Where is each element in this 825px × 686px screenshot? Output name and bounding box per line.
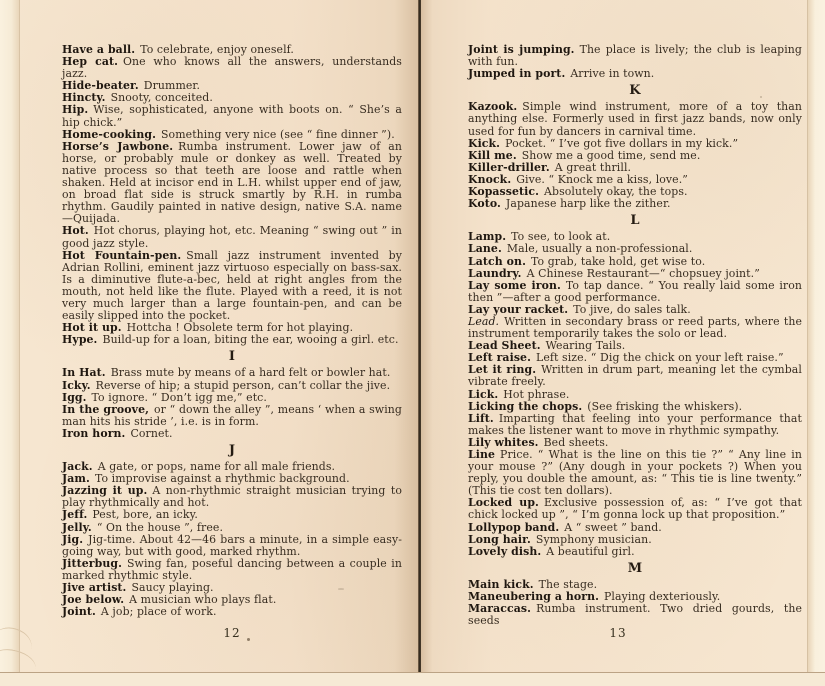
page-number-left: 12: [223, 626, 241, 640]
section-heading-j: J: [228, 443, 236, 458]
entry-term: Maraccas.: [468, 602, 532, 616]
entry-term: Jitterbug.: [62, 556, 122, 570]
entry-definition: To grab, take hold, get wise to.: [530, 254, 706, 268]
entry-definition: Absolutely okay, the tops.: [544, 185, 688, 199]
glossary-entry: [468, 449, 802, 497]
entry-definition: Pest, bore, an icky.: [92, 508, 198, 522]
page-right-text: [468, 44, 802, 627]
glossary-entry: [468, 546, 802, 558]
page-right: [421, 0, 807, 672]
entry-definition: Drummer.: [143, 79, 201, 93]
entry-definition: Small jazz instrument invented by Adrian Rollini, eminent jazz virtuoso especially on bass-sax. Is a diminutive flute-a-bec, held at right angles from the mouth, not held like the flute. Played with a reed, it is not very much larger than a large fountain-pen, and can be easily slipped into the pocket.: [62, 248, 402, 323]
entry-term: Knock.: [468, 172, 512, 186]
page-stack-edge-bottom: [0, 672, 825, 686]
entry-term: Lead Sheet.: [468, 339, 541, 353]
entry-definition: Playing dexteriously.: [604, 590, 721, 604]
entry-definition: To ignore. “ Don’t igg me,” etc.: [91, 390, 267, 404]
entry-term: Lane.: [468, 242, 502, 256]
entry-definition: One who knows all the answers, understands jazz.: [62, 55, 402, 81]
entry-term: In Hat.: [62, 366, 106, 380]
glossary-entry: [468, 534, 802, 546]
entry-definition: Simple wind instrument, more of a toy than anything else. Formerly used in first jazz bands, now only used for fun by dancers in carnival time.: [468, 100, 802, 138]
entry-term: Jumped in port.: [468, 67, 566, 81]
entry-term: Lovely dish.: [468, 544, 542, 558]
entry-term: Jack.: [62, 460, 93, 474]
glossary-entry: [62, 104, 402, 128]
glossary-entry: [62, 334, 402, 346]
entry-term: Licking the chops.: [468, 399, 583, 413]
entry-definition: or “ down the alley ”, means ‘ when a swing man hits his stride ’, i.e. is in form.: [62, 402, 402, 428]
entry-definition: To tap dance. “ You really laid some iron then ”—after a good performance.: [468, 278, 802, 304]
glossary-entry: [62, 56, 402, 80]
glossary-entry: [468, 603, 802, 627]
entry-definition: To see, to look at.: [511, 230, 611, 244]
glossary-entry: [468, 280, 802, 304]
entry-definition: Snooty, conceited.: [110, 91, 213, 105]
entry-definition: Brass mute by means of a hard felt or bowler hat.: [110, 366, 391, 380]
entry-term: Hot it up.: [62, 321, 122, 335]
entry-definition: Japanese harp like the zither.: [505, 197, 671, 211]
page-stack-edge-left: [0, 0, 20, 672]
entry-definition: To jive, do sales talk.: [573, 302, 691, 316]
entry-definition: A great thrill.: [554, 160, 632, 174]
glossary-entry: [62, 250, 402, 323]
ink-speck: [760, 96, 762, 98]
entry-definition: Give. “ Knock me a kiss, love.”: [516, 172, 688, 186]
entry-term: Lick.: [468, 387, 499, 401]
entry-definition: Arrive in town.: [570, 67, 655, 81]
entry-definition: A job; place of work.: [100, 605, 217, 619]
entry-term: Hincty.: [62, 91, 106, 105]
entry-term: Left raise.: [468, 351, 531, 365]
entry-definition: (See frisking the whiskers).: [587, 399, 743, 413]
entry-definition: Reverse of hip; a stupid person, can’t collar the jive.: [95, 378, 391, 392]
glossary-entry: [468, 198, 802, 210]
glossary-entry: [468, 44, 802, 68]
entry-definition: A non-rhythmic straight musician trying to play rhythmically and hot.: [62, 484, 402, 510]
entry-definition: A musician who plays flat.: [129, 593, 277, 607]
entry-term: Igg.: [62, 390, 87, 404]
glossary-entry: [468, 497, 802, 521]
entry-definition: Imparting that feeling into your performance that makes the listener want to move in rhythmic sympathy.: [468, 411, 802, 437]
entry-term: Jive artist.: [62, 581, 127, 595]
ink-speck: [247, 638, 250, 641]
entry-term: Hot.: [62, 224, 89, 238]
glossary-entry: [62, 404, 402, 428]
entry-definition: To celebrate, enjoy oneself.: [140, 43, 294, 56]
entry-term: Lead.: [468, 314, 500, 328]
glossary-entry: [62, 534, 402, 558]
entry-definition: A Chinese Restaurant—“ chopsuey joint.”: [526, 266, 760, 280]
glossary-entry: [468, 364, 802, 388]
entry-definition: Male, usually a non-professional.: [506, 242, 693, 256]
entry-term: Iron horn.: [62, 426, 126, 440]
entry-term: In the groove,: [62, 402, 149, 416]
entry-definition: Cornet.: [130, 426, 173, 440]
entry-definition: A gate, or pops, name for all male friends.: [97, 460, 336, 474]
page-left-text: [62, 44, 402, 618]
entry-term: Long hair.: [468, 532, 531, 546]
entry-definition: The place is lively; the club is leaping with fun.: [468, 43, 802, 69]
entry-term: Have a ball.: [62, 43, 136, 56]
entry-definition: To improvise against a rhythmic background.: [94, 472, 350, 486]
section-heading-i: I: [228, 349, 236, 365]
entry-term: Hot Fountain-pen.: [62, 248, 182, 262]
entry-definition: Wearing Tails.: [545, 339, 626, 353]
entry-term: Lift.: [468, 411, 494, 425]
glossary-entry: [468, 413, 802, 437]
entry-term: Horse’s Jawbone.: [62, 139, 174, 153]
entry-definition: Hot chorus, playing hot, etc. Meaning “ swing out ” in good jazz style.: [62, 224, 402, 250]
entry-term: Home-cooking.: [62, 127, 156, 141]
glossary-entry: [468, 101, 802, 137]
entry-term: Kick.: [468, 136, 501, 150]
page-stack-edge-right: [807, 0, 825, 672]
entry-term: Let it ring.: [468, 363, 537, 377]
entry-term: Icky.: [62, 378, 91, 392]
entry-term: Main kick.: [468, 577, 534, 591]
entry-term: Lily whites.: [468, 435, 539, 449]
entry-definition: Rumba instrument. Lower jaw of an horse, or probably mule or donkey as well. Treated by native process so that teeth are loose and rattle when shaken. Held at incisor end in L.H. whilst upper end of jaw, on broad flat side is struck smartly by R.H. in rumba rhythm. Gaudily painted in native design, native S.A. name—Quijada.: [62, 139, 402, 226]
ink-speck: [338, 588, 344, 590]
entry-definition: Jig-time. About 42—46 bars a minute, in a simple easy-going way, but with good, marked rhythm.: [62, 532, 402, 558]
entry-definition: Rumba instrument. Two dried gourds, the seeds: [468, 602, 802, 628]
entry-term: Kill me.: [468, 148, 517, 162]
entry-definition: A beautiful girl.: [546, 544, 635, 558]
section-heading-m: M: [627, 560, 643, 576]
entry-definition: Written in secondary brass or reed parts, where the instrument temporarily takes the solo or lead.: [468, 314, 802, 341]
glossary-entry: [62, 606, 402, 618]
entry-definition: Written in drum part, meaning let the cymbal vibrate freely.: [468, 363, 802, 389]
entry-term: Jig.: [62, 532, 84, 546]
entry-term: Hep cat.: [62, 55, 119, 69]
entry-definition: The stage.: [538, 577, 598, 591]
entry-term: Kopassetic.: [468, 185, 540, 199]
entry-term: Lay some iron.: [468, 278, 561, 292]
entry-definition: Exclusive possession of, as: “ I’ve got that chick locked up ”, “ I’m gonna lock up that proposition.”: [468, 496, 802, 522]
entry-term: Jazzing it up.: [62, 484, 148, 498]
glossary-entry: [62, 225, 402, 249]
entry-term: Lay your racket.: [468, 302, 569, 316]
entry-term: Koto.: [468, 197, 501, 211]
entry-term: Laundry.: [468, 266, 522, 280]
entry-definition: Wise, sophisticated, anyone with boots on. “ She’s a hip chick.”: [62, 103, 402, 129]
entry-term: Joe below.: [62, 593, 125, 607]
entry-term: Jeff.: [62, 508, 88, 522]
entry-definition: Swing fan, poseful dancing between a couple in marked rhythmic style.: [62, 556, 402, 582]
entry-definition: A “ sweet ” band.: [564, 520, 662, 534]
section-heading-k: K: [629, 83, 641, 99]
glossary-entry: [62, 428, 402, 440]
entry-definition: Show me a good time, send me.: [521, 148, 701, 162]
glossary-entry: [62, 485, 402, 509]
entry-term: Hip.: [62, 103, 89, 117]
entry-term: Lamp.: [468, 230, 507, 244]
section-heading-l: L: [630, 213, 640, 229]
entry-term: Locked up.: [468, 496, 539, 510]
entry-term: Jelly.: [62, 520, 92, 534]
glossary-entry: [468, 316, 802, 340]
entry-definition: Build-up for a loan, biting the ear, wooing a girl. etc.: [102, 333, 399, 347]
glossary-entry: [62, 558, 402, 582]
entry-term: Kazook.: [468, 100, 518, 114]
page-number-right: 13: [609, 626, 627, 640]
entry-definition: Bed sheets.: [543, 435, 609, 449]
entry-definition: Pocket. “ I’ve got five dollars in my kick.”: [505, 136, 739, 150]
glossary-entry: [62, 141, 402, 226]
entry-definition: Left size. “ Dig the chick on your left raise.”: [535, 351, 784, 365]
entry-definition: Saucy playing.: [131, 581, 214, 595]
entry-term: Killer-driller.: [468, 160, 550, 174]
glossary-entry: [468, 68, 802, 80]
entry-definition: Price. “ What is the line on this tie ?” “ Any line in your mouse ?” (Any dough in your pockets ?) When you reply, you double the amount, as: “ This tie is line twenty.” (This tie cost ten dollars).: [468, 448, 802, 498]
entry-definition: Hottcha ! Obsolete term for hot playing.: [126, 321, 354, 335]
entry-definition: Something very nice (see “ fine dinner ”).: [161, 127, 395, 141]
entry-term: Lollypop band.: [468, 520, 560, 534]
entry-term: Hype.: [62, 333, 98, 347]
entry-term: Line: [468, 448, 496, 461]
entry-term: Maneubering a horn.: [468, 590, 599, 604]
entry-term: Joint.: [62, 605, 96, 619]
entry-term: Latch on.: [468, 254, 526, 268]
entry-term: Joint is jumping.: [468, 43, 575, 56]
page-left: [20, 0, 418, 672]
entry-definition: “ On the house ”, free.: [96, 520, 224, 534]
entry-definition: Symphony musician.: [535, 532, 652, 546]
entry-definition: Hot phrase.: [503, 387, 570, 401]
entry-term: Jam.: [62, 472, 90, 486]
entry-term: Hide-beater.: [62, 79, 139, 93]
